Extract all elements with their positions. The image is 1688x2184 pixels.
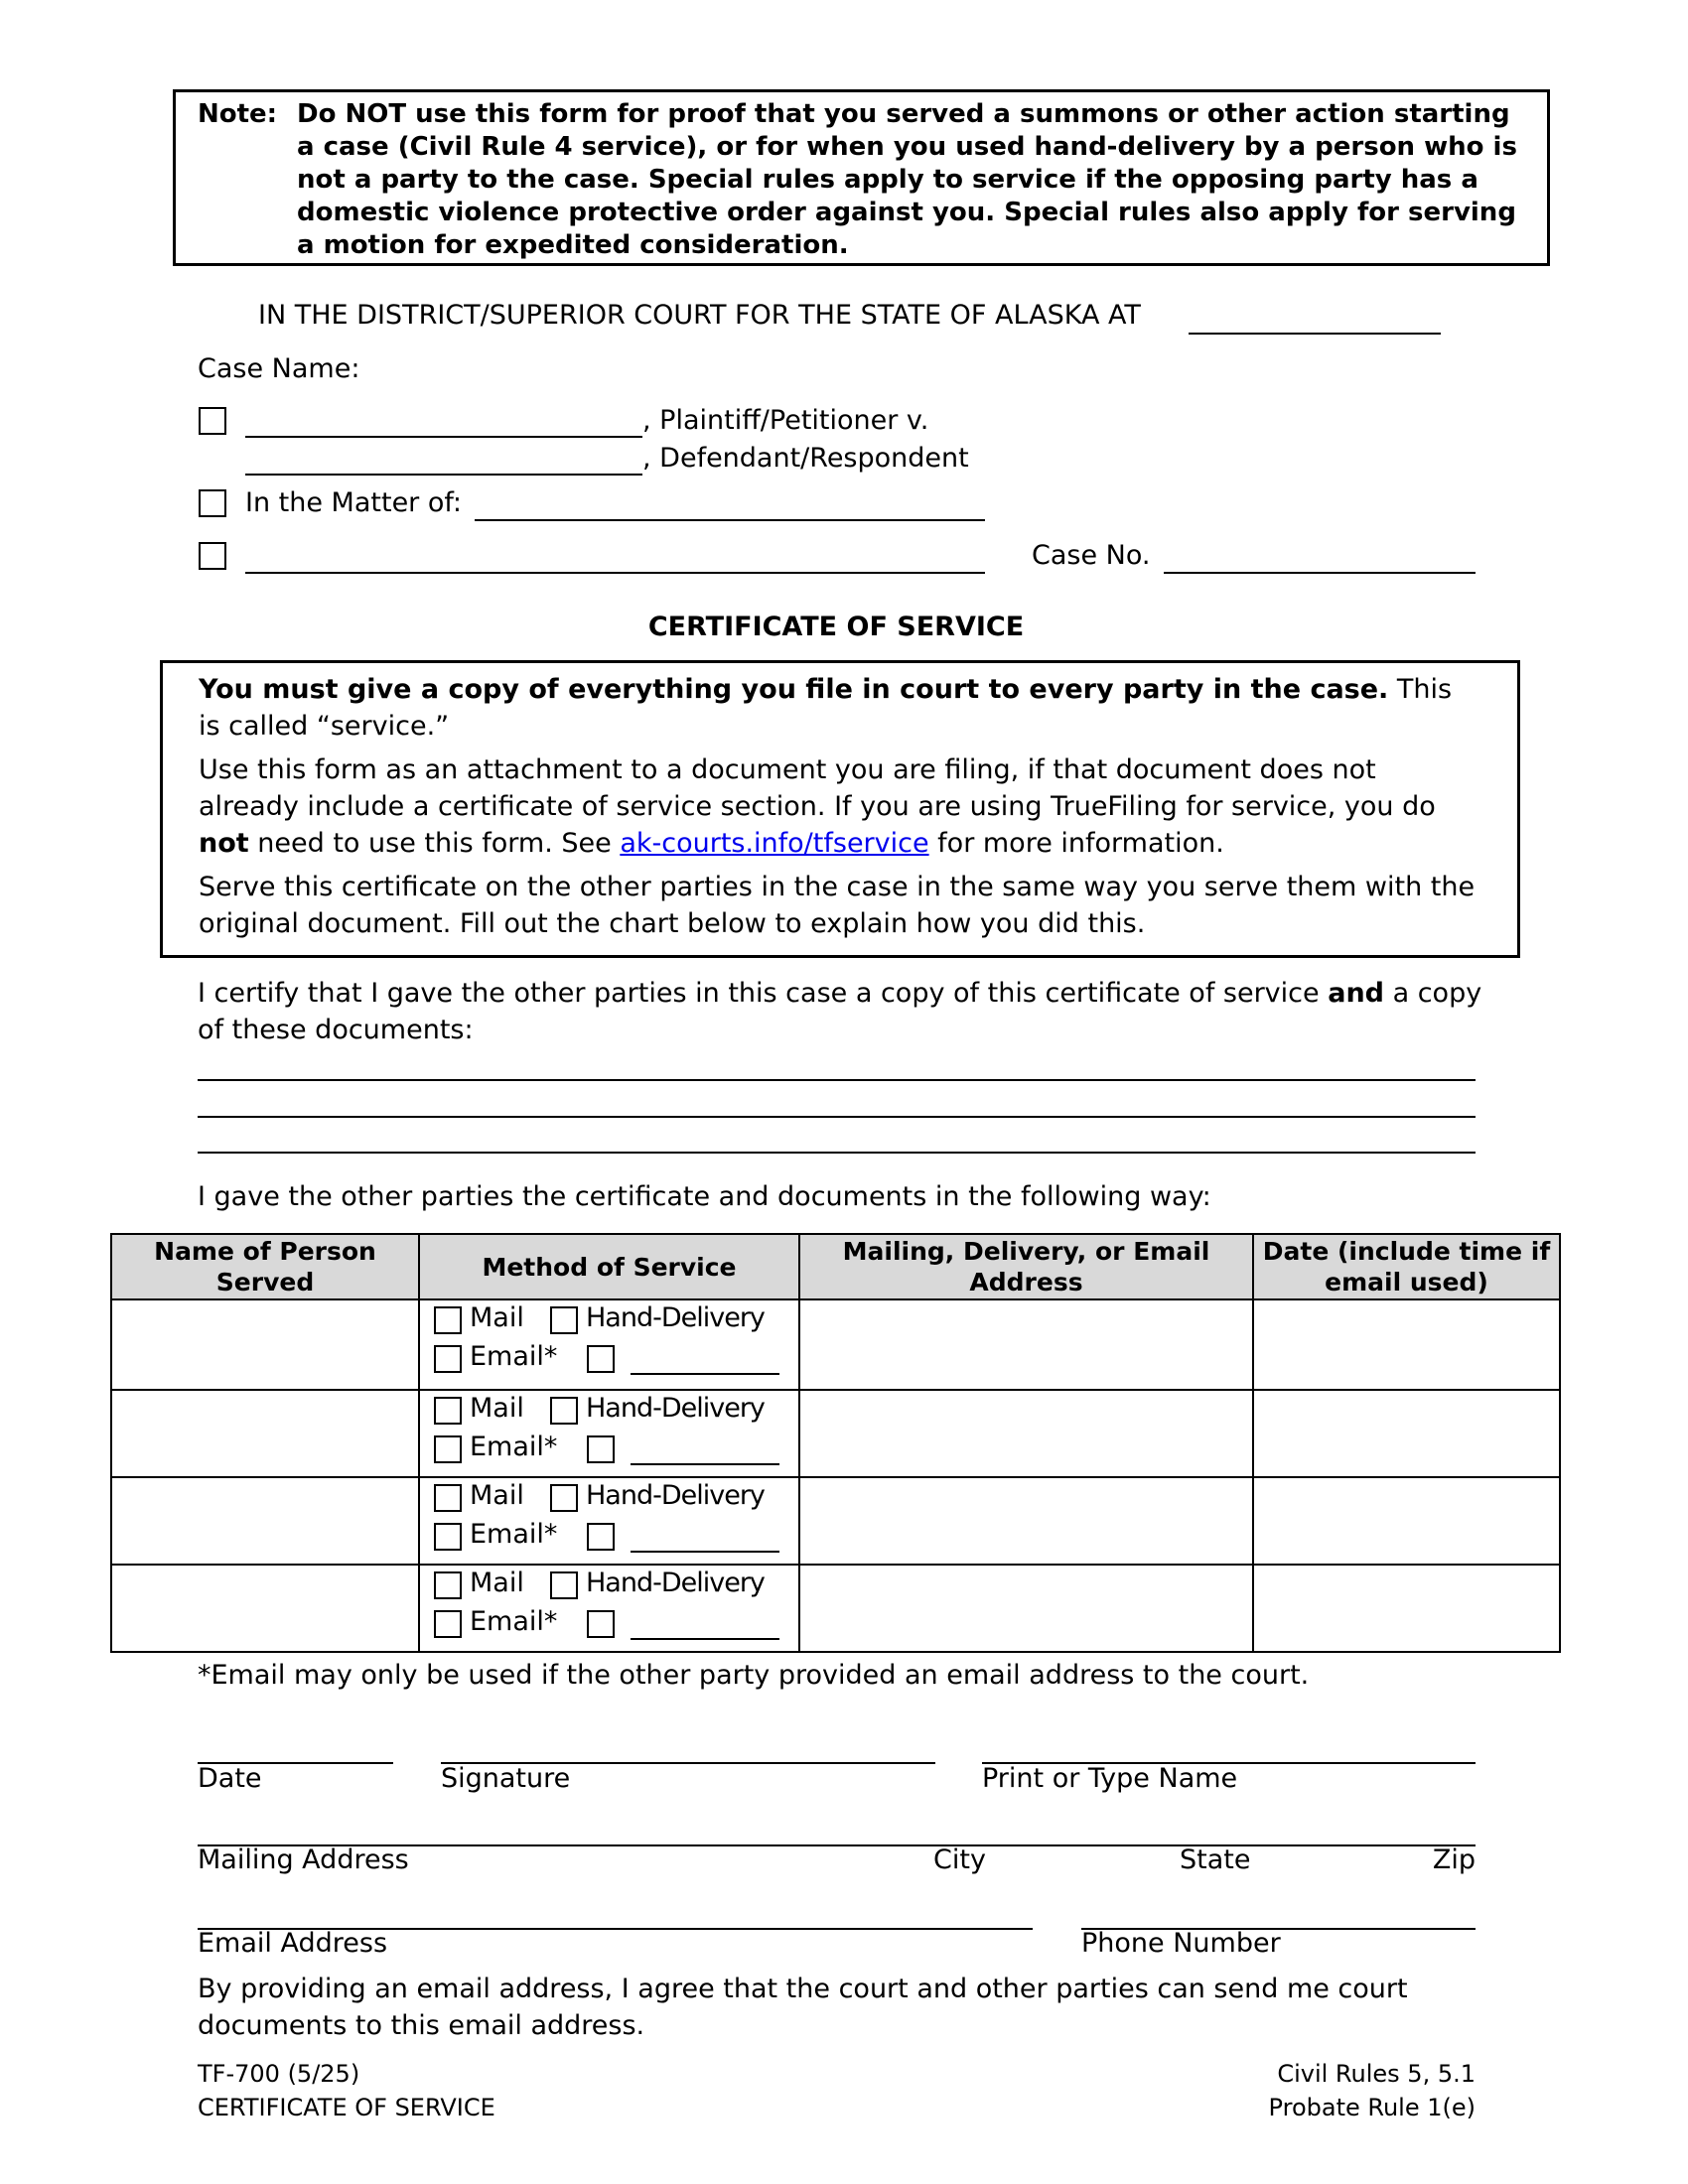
plaintiff-field[interactable] — [245, 436, 642, 438]
name-cell[interactable] — [111, 1565, 419, 1652]
instructions-p2b: need to use this form. See — [248, 828, 621, 859]
plaintiff-checkbox[interactable] — [199, 407, 226, 435]
instructions-p1: This is called “service.” — [199, 674, 1453, 742]
print-name-label: Print or Type Name — [982, 1763, 1238, 1794]
other-method-field[interactable] — [631, 1638, 779, 1640]
other-case-checkbox[interactable] — [199, 542, 226, 570]
instructions-not: not — [199, 828, 249, 859]
defendant-label: , Defendant/Respondent — [642, 443, 969, 474]
other-checkbox[interactable] — [587, 1610, 615, 1638]
city-label: City — [933, 1844, 986, 1875]
date-cell[interactable] — [1253, 1390, 1560, 1477]
certify-b: a copy of these documents: — [198, 978, 1482, 1045]
email-footnote: *Email may only be used if the other party provided an email address to the court. — [198, 1660, 1310, 1691]
table-row — [111, 1565, 1560, 1652]
tfservice-link[interactable]: ak-courts.info/tfservice — [620, 828, 929, 859]
header-name: Name of Person Served — [111, 1234, 419, 1299]
other-checkbox[interactable] — [587, 1435, 615, 1463]
matter-label: In the Matter of: — [245, 487, 463, 518]
instructions-p2c: for more information. — [928, 828, 1224, 859]
email-option-label: Email* — [470, 1606, 558, 1637]
hand-delivery-checkbox[interactable] — [550, 1397, 578, 1425]
method-cell — [419, 1477, 799, 1565]
mail-label: Mail — [470, 1568, 524, 1598]
plaintiff-label: , Plaintiff/Petitioner v. — [642, 405, 929, 436]
email-checkbox[interactable] — [434, 1345, 462, 1373]
certify-and: and — [1328, 978, 1384, 1009]
instructions-p3: Serve this certificate on the other parties in the case in the same way you serve them with the original document. Fill out the chart below to explain how you did this. — [199, 872, 1476, 939]
hand-delivery-label: Hand-Delivery — [586, 1393, 765, 1424]
service-intro: I gave the other parties the certificate and documents in the following way: — [198, 1181, 1211, 1212]
email-option-label: Email* — [470, 1432, 558, 1462]
matter-field[interactable] — [475, 519, 985, 521]
hand-delivery-checkbox[interactable] — [550, 1306, 578, 1334]
hand-delivery-label: Hand-Delivery — [586, 1568, 765, 1598]
other-method-field[interactable] — [631, 1551, 779, 1553]
matter-checkbox[interactable] — [199, 489, 226, 517]
mail-label: Mail — [470, 1302, 524, 1333]
documents-line-3[interactable] — [198, 1152, 1476, 1154]
header-method: Method of Service — [419, 1234, 799, 1299]
email-checkbox[interactable] — [434, 1523, 462, 1551]
name-cell[interactable] — [111, 1390, 419, 1477]
name-cell[interactable] — [111, 1299, 419, 1390]
footer-rules-civil: Civil Rules 5, 5.1 — [1277, 2060, 1476, 2088]
instructions-p2a: Use this form as an attachment to a document you are filing, if that document does not already include a certificate of service section. If you are using TrueFiling for service, you do — [199, 754, 1436, 822]
certify-a: I certify that I gave the other parties in this case a copy of this certificate of service — [198, 978, 1329, 1009]
email-checkbox[interactable] — [434, 1610, 462, 1638]
email-option-label: Email* — [470, 1341, 558, 1372]
header-address: Mailing, Delivery, or Email Address — [799, 1234, 1253, 1299]
hand-delivery-checkbox[interactable] — [550, 1571, 578, 1599]
date-cell[interactable] — [1253, 1565, 1560, 1652]
address-cell[interactable] — [799, 1565, 1253, 1652]
documents-line-2[interactable] — [198, 1116, 1476, 1118]
note-box — [173, 89, 1550, 266]
mail-checkbox[interactable] — [434, 1571, 462, 1599]
hand-delivery-label: Hand-Delivery — [586, 1480, 765, 1511]
table-row — [111, 1477, 1560, 1565]
address-cell[interactable] — [799, 1299, 1253, 1390]
header-date: Date (include time if email used) — [1253, 1234, 1560, 1299]
email-option-label: Email* — [470, 1519, 558, 1550]
mail-checkbox[interactable] — [434, 1397, 462, 1425]
footer-form-name: CERTIFICATE OF SERVICE — [198, 2094, 495, 2121]
other-method-field[interactable] — [631, 1373, 779, 1375]
mailing-address-label: Mailing Address — [198, 1844, 409, 1875]
service-table — [110, 1233, 1561, 1653]
other-checkbox[interactable] — [587, 1523, 615, 1551]
date-cell[interactable] — [1253, 1299, 1560, 1390]
certify-text — [198, 975, 1488, 1048]
table-header — [111, 1234, 1560, 1299]
instructions-box — [160, 660, 1520, 958]
state-label: State — [1180, 1844, 1251, 1875]
method-cell — [419, 1390, 799, 1477]
hand-delivery-label: Hand-Delivery — [586, 1302, 765, 1333]
documents-line-1[interactable] — [198, 1079, 1476, 1081]
phone-label: Phone Number — [1081, 1928, 1281, 1959]
note-label: Note: — [198, 99, 278, 129]
email-checkbox[interactable] — [434, 1435, 462, 1463]
email-consent: By providing an email address, I agree that the court and other parties can send me court documents to this email address. — [198, 1974, 1408, 2041]
method-cell — [419, 1299, 799, 1390]
date-cell[interactable] — [1253, 1477, 1560, 1565]
mail-label: Mail — [470, 1393, 524, 1424]
mail-label: Mail — [470, 1480, 524, 1511]
case-name-label: Case Name: — [198, 353, 360, 384]
other-checkbox[interactable] — [587, 1345, 615, 1373]
mail-checkbox[interactable] — [434, 1484, 462, 1512]
other-case-field[interactable] — [245, 572, 985, 574]
table-row — [111, 1299, 1560, 1390]
court-heading: IN THE DISTRICT/SUPERIOR COURT FOR THE STATE OF ALASKA AT — [258, 300, 1141, 331]
court-location-field[interactable] — [1189, 333, 1441, 335]
address-cell[interactable] — [799, 1477, 1253, 1565]
hand-delivery-checkbox[interactable] — [550, 1484, 578, 1512]
other-method-field[interactable] — [631, 1463, 779, 1465]
form-number: TF-700 (5/25) — [198, 2060, 360, 2088]
zip-label: Zip — [1432, 1844, 1476, 1875]
case-no-field[interactable] — [1164, 572, 1476, 574]
instructions-bold: You must give a copy of everything you file in court to every party in the case. — [199, 674, 1389, 705]
table-row — [111, 1390, 1560, 1477]
mail-checkbox[interactable] — [434, 1306, 462, 1334]
address-cell[interactable] — [799, 1390, 1253, 1477]
name-cell[interactable] — [111, 1477, 419, 1565]
footer-rules-probate: Probate Rule 1(e) — [1268, 2094, 1476, 2121]
method-cell — [419, 1565, 799, 1652]
note-text: Do NOT use this form for proof that you served a summons or other action starting a case (Civil Rule 4 service), or for when you used hand-delivery by a person who is not a party to the case. Special rules apply to service if the opposing party has a domestic violence protective order against you. Special rules also apply for serving a motion for expedited consideration. — [297, 99, 1517, 260]
defendant-field[interactable] — [245, 474, 642, 476]
form-title: CERTIFICATE OF SERVICE — [647, 612, 1025, 642]
email-label: Email Address — [198, 1928, 388, 1959]
date-label: Date — [198, 1763, 262, 1794]
case-no-label: Case No. — [1032, 540, 1151, 571]
signature-label: Signature — [441, 1763, 571, 1794]
